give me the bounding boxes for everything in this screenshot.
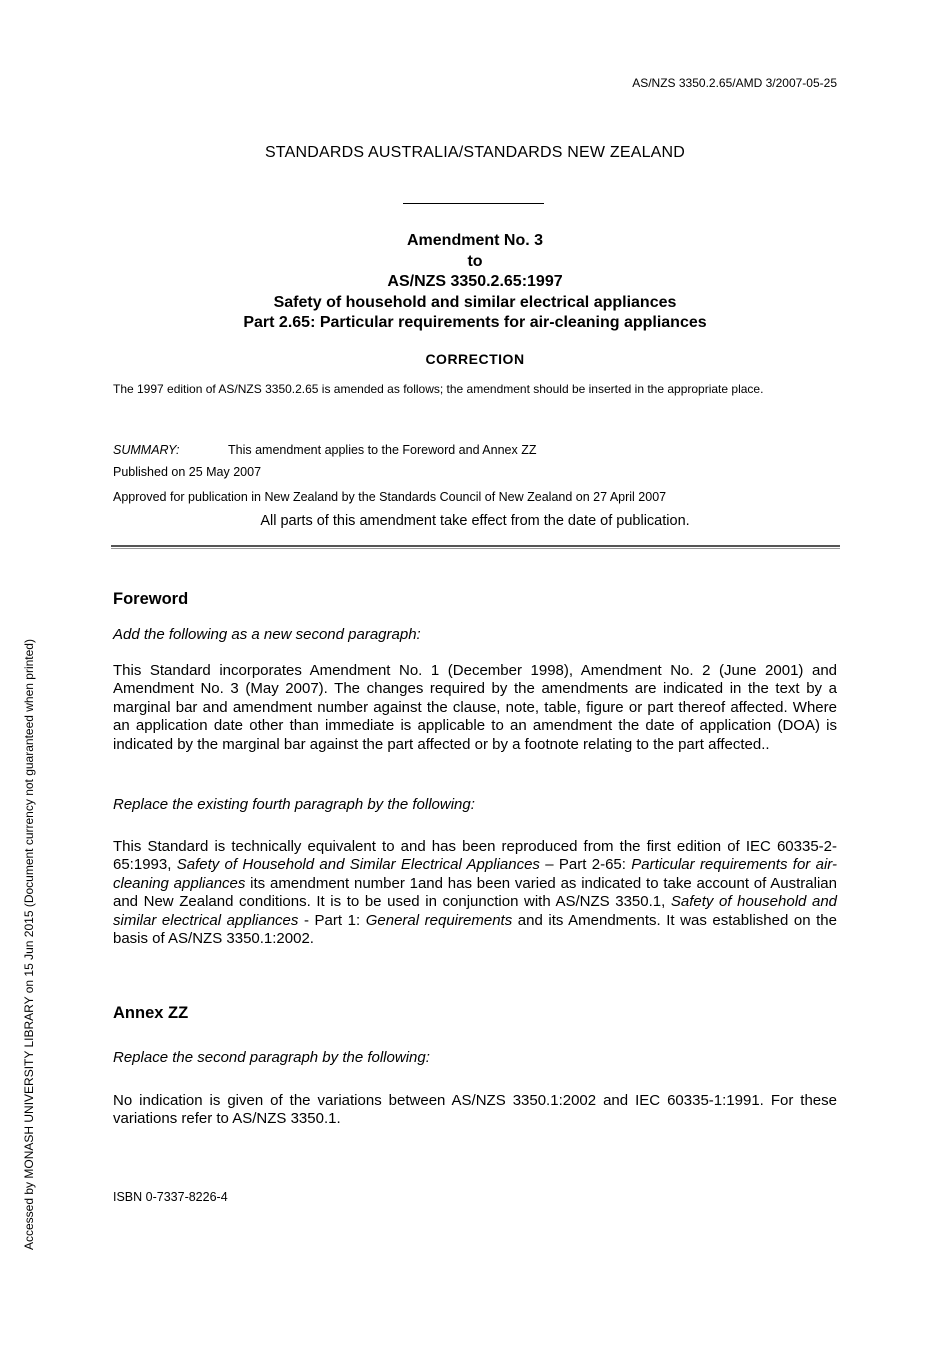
published-date: Published on 25 May 2007 bbox=[113, 465, 262, 479]
para2-title-part: Particular requirements for air-cleaning appliances bbox=[113, 856, 838, 892]
summary-line bbox=[113, 443, 537, 457]
effect-statement: All parts of this amendment take effect from the date of publication. bbox=[260, 513, 690, 529]
section-divider bbox=[111, 545, 840, 549]
intro-text: The 1997 edition of AS/NZS 3350.2.65 is amended as follows; the amendment should be inserted in the appropriate place. bbox=[113, 382, 764, 396]
amendment-title bbox=[0, 231, 950, 334]
title-line-standard: AS/NZS 3350.2.65:1997 bbox=[387, 273, 563, 290]
summary-text: This amendment applies to the Foreword and Annex ZZ bbox=[228, 443, 537, 457]
para2-text-5: and its Amendments. It was established on the basis of AS/NZS 3350.1:2002. bbox=[113, 911, 837, 948]
title-line-part: Part 2.65: Particular requirements for air-cleaning appliances bbox=[243, 314, 707, 331]
title-line-amendment: Amendment No. 3 bbox=[406, 232, 543, 249]
title-line-to: to bbox=[467, 252, 483, 270]
document-id: AS/NZS 3350.2.65/AMD 3/2007-05-25 bbox=[632, 76, 837, 90]
organization-name: STANDARDS AUSTRALIA/STANDARDS NEW ZEALAND bbox=[264, 144, 686, 161]
foreword-paragraph-2 bbox=[113, 838, 837, 948]
foreword-instruction-2: Replace the existing fourth paragraph by the following: bbox=[113, 796, 475, 813]
para2-title-iec: Safety of Household and Similar Electrical Appliances bbox=[176, 856, 540, 874]
access-watermark: Accessed by MONASH UNIVERSITY LIBRARY on 15 Jun 2015 (Document currency not guaranteed when printed) bbox=[22, 639, 36, 1250]
para2-text-2: – Part 2-65: bbox=[539, 856, 632, 874]
foreword-heading: Foreword bbox=[113, 590, 189, 608]
isbn: ISBN 0-7337-8226-4 bbox=[113, 1190, 228, 1204]
annex-instruction: Replace the second paragraph by the following: bbox=[113, 1049, 430, 1066]
summary-label: SUMMARY: bbox=[113, 443, 180, 457]
annex-paragraph: No indication is given of the variations between AS/NZS 3350.1:2002 and IEC 60335-1:1991. For these variations refer to AS/NZS 3350.1. bbox=[113, 1092, 837, 1128]
para2-text-4: - Part 1: bbox=[298, 911, 366, 929]
title-divider bbox=[403, 203, 544, 204]
foreword-paragraph-1: This Standard incorporates Amendment No. 1 (December 1998), Amendment No. 2 (June 2001) and Amendment No. 3 (May 2007). The changes required by the amendments are indicated in the text by a marginal bar and amendment number against the clause, note, table, figure or part thereof affected. Where an application date other than immediate is applicable to an amendment the date of application (DOA) is indicated by the marginal bar against the part affected or by a footnote relating to the part affected.. bbox=[113, 662, 837, 753]
title-line-safety: Safety of household and similar electrical appliances bbox=[273, 293, 677, 311]
annex-heading: Annex ZZ bbox=[113, 1004, 189, 1022]
para2-title-general: General requirements bbox=[365, 911, 513, 929]
foreword-instruction-1: Add the following as a new second paragraph: bbox=[113, 626, 421, 643]
correction-label: CORRECTION bbox=[425, 351, 525, 367]
para2-text-1: This Standard is technically equivalent to and has been reproduced from the first edition of IEC 60335-2-65:1993, bbox=[113, 838, 837, 874]
para2-text-3: its amendment number 1and has been varied as indicated to take account of Australian and New Zealand conditions. It is to be used in conjunction with AS/NZS 3350.1, bbox=[113, 874, 837, 911]
approval-note: Approved for publication in New Zealand by the Standards Council of New Zealand on 27 April 2007 bbox=[113, 490, 667, 504]
para2-title-asnzs: Safety of household and similar electrical appliances bbox=[113, 893, 837, 929]
